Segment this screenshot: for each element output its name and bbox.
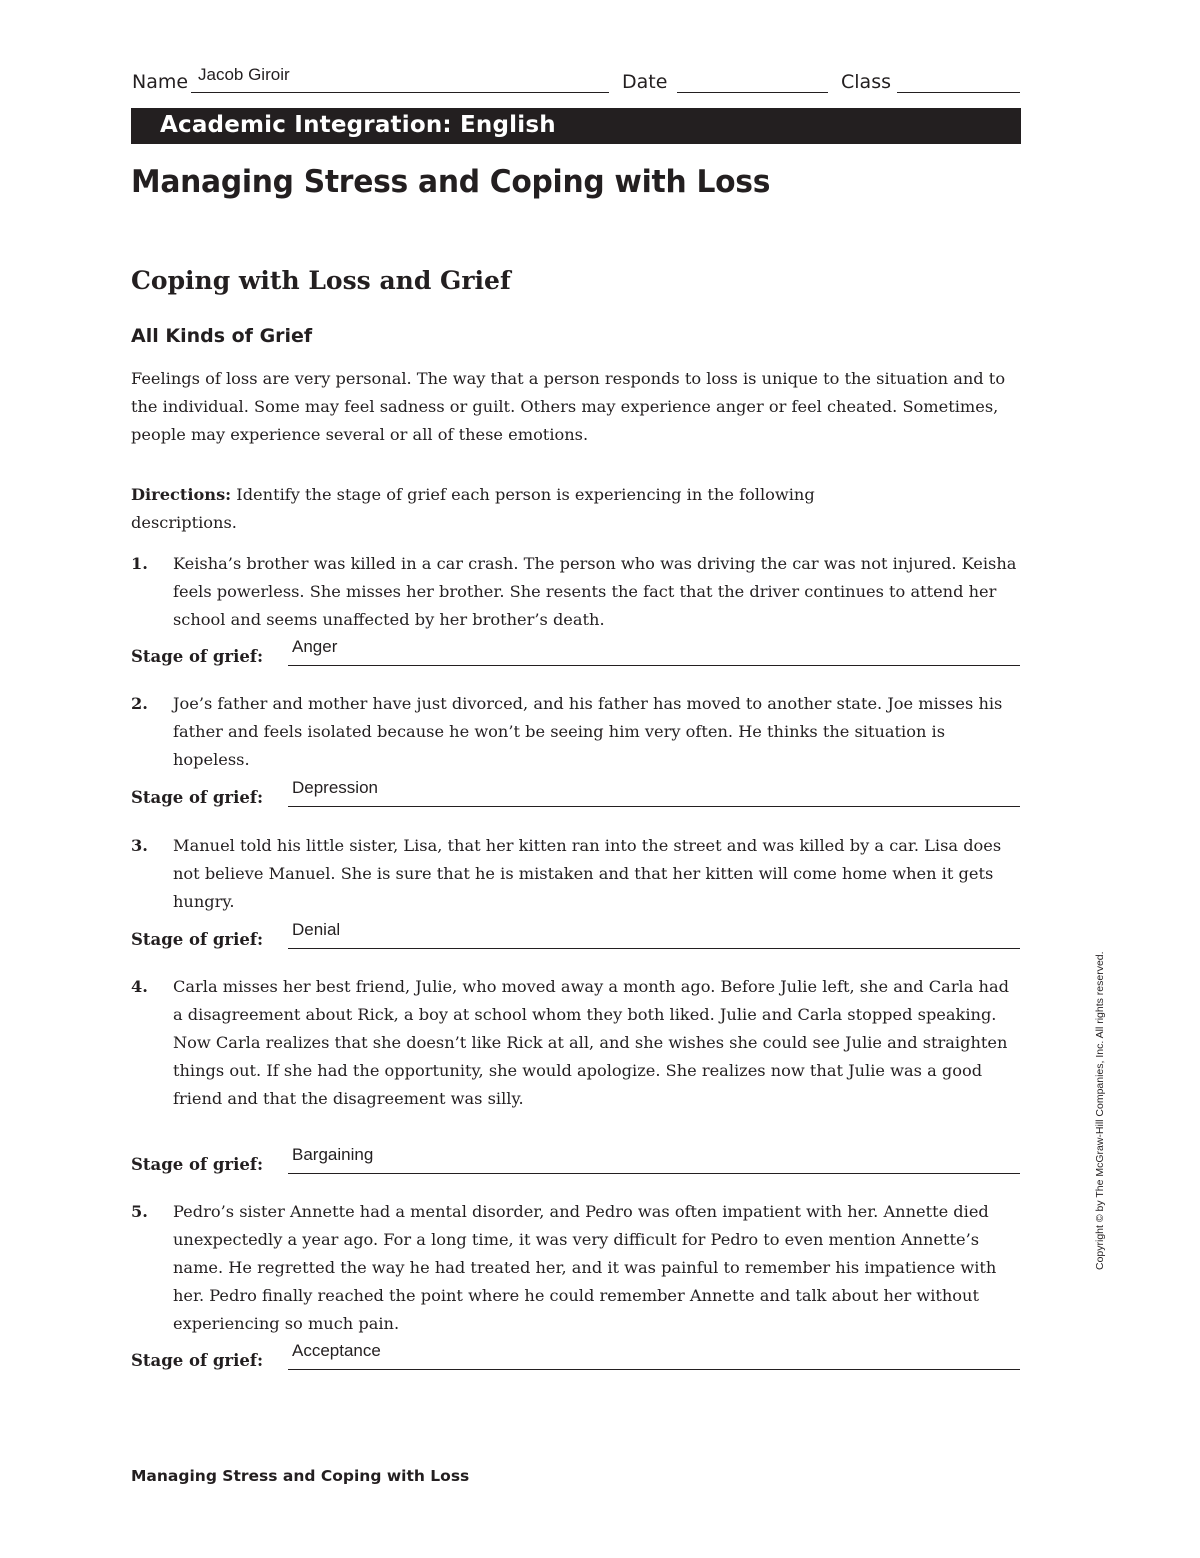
stage-label: Stage of grief: [131, 788, 264, 807]
directions [131, 481, 851, 537]
intro-paragraph: Feelings of loss are very personal. The way that a person responds to loss is unique to the situation and to the individual. Some may feel sadness or guilt. Others may experience anger or feel cheated. Sometimes, people may experience several or all of these emotions. [131, 369, 1006, 444]
answer-field[interactable] [288, 920, 1020, 949]
date-label: Date [622, 71, 668, 93]
question-text: Keisha’s brother was killed in a car crash. The person who was driving the car was not injured. Keisha feels powerless. She misses her brother. She resents the fact that the driver continues to attend her school and seems unaffected by her brother’s death. [173, 554, 1017, 629]
question-number: 4. [131, 977, 148, 996]
question-text: Joe’s father and mother have just divorced, and his father has moved to another state. Joe misses his father and feels isolated because he won’t be seeing him very often. He thinks the situation is hopeless. [173, 694, 1003, 769]
answer-text: Depression [292, 778, 378, 797]
class-field[interactable] [897, 70, 1020, 93]
page-footer: Managing Stress and Coping with Loss [131, 1467, 470, 1485]
answer-text: Anger [292, 637, 338, 656]
name-label: Name [132, 71, 189, 93]
question-text: Manuel told his little sister, Lisa, that her kitten ran into the street and was killed by a car. Lisa does not believe Manuel. She is sure that he is mistaken and that her kitten will come home when it gets hungry. [173, 836, 1002, 911]
subsection-title: All Kinds of Grief [131, 325, 313, 347]
question-number: 1. [131, 554, 148, 573]
banner-text: Academic Integration: English [160, 112, 556, 138]
class-label: Class [841, 71, 891, 93]
directions-label: Directions: [131, 485, 232, 504]
date-field[interactable] [677, 70, 828, 93]
question-number: 3. [131, 836, 148, 855]
answer-field[interactable] [288, 637, 1020, 666]
page-title: Managing Stress and Coping with Loss [131, 164, 771, 200]
copyright-notice: Copyright © by The McGraw-Hill Companies, Inc. All rights reserved. [1094, 951, 1106, 1270]
answer-field[interactable] [288, 778, 1020, 807]
question-text: Pedro’s sister Annette had a mental disorder, and Pedro was often impatient with her. Annette died unexpectedly a year ago. For a long time, it was very difficult for Pedro to even mention Annette’s name. He regretted the way he had treated her, and it was painful to remember his impatience with her. Pedro finally reached the point where he could remember Annette and talk about her without experiencing so much pain. [173, 1202, 997, 1333]
answer-field[interactable] [288, 1145, 1020, 1174]
answer-text: Bargaining [292, 1145, 374, 1164]
question-text: Carla misses her best friend, Julie, who moved away a month ago. Before Julie left, she and Carla had a disagreement about Rick, a boy at school whom they both liked. Julie and Carla stopped speaking. Now Carla realizes that she doesn’t like Rick at all, and she wishes she could see Julie and straighten things out. If she had the opportunity, she would apologize. She realizes now that Julie was a good friend and that the disagreement was silly. [173, 977, 1009, 1108]
stage-label: Stage of grief: [131, 1155, 264, 1174]
answer-field[interactable] [288, 1341, 1020, 1370]
directions-text: Identify the stage of grief each person is experiencing in the following descriptions. [131, 485, 815, 532]
question-number: 5. [131, 1202, 148, 1221]
question-number: 2. [131, 694, 148, 713]
name-field[interactable] [191, 65, 609, 93]
section-banner [131, 108, 1021, 144]
section-title: Coping with Loss and Grief [131, 266, 511, 295]
stage-label: Stage of grief: [131, 930, 264, 949]
answer-text: Acceptance [292, 1341, 381, 1360]
stage-label: Stage of grief: [131, 647, 264, 666]
answer-text: Denial [292, 920, 341, 939]
name-value: Jacob Giroir [198, 65, 290, 84]
stage-label: Stage of grief: [131, 1351, 264, 1370]
